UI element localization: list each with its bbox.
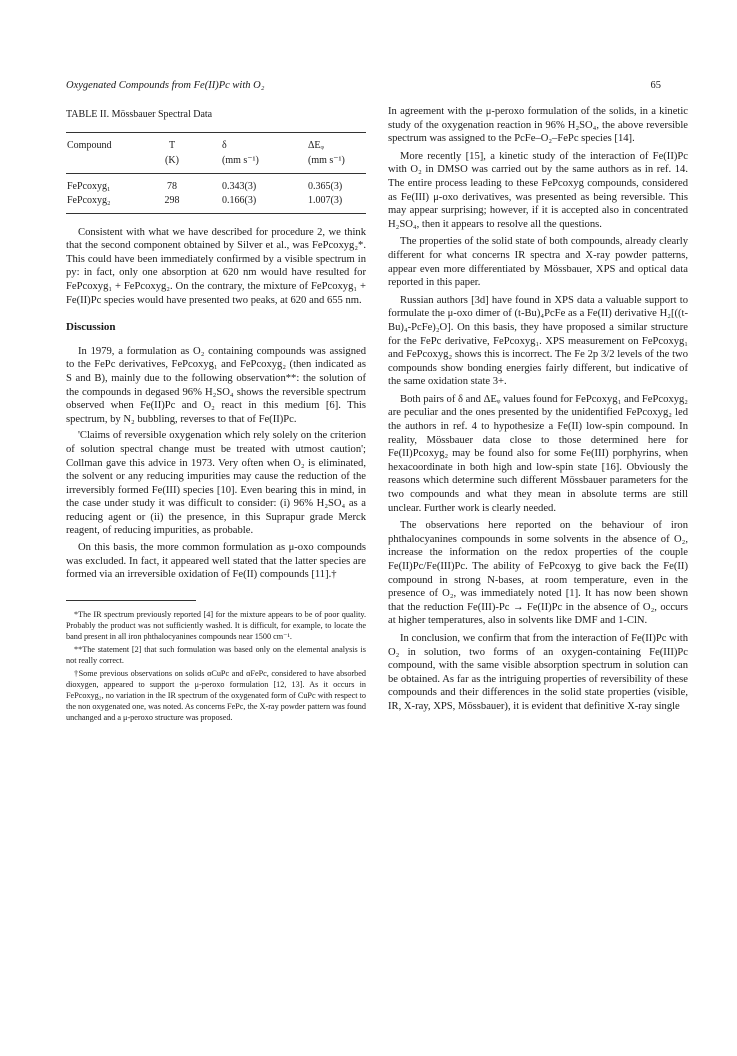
- col-header-compound: Compound: [66, 132, 138, 153]
- paragraph: In 1979, a formulation as O₂ containing compounds was assigned to the FePc derivatives, FePcoxyg₁ and FePcoxyg₂ (then indicated as S and B), mainly due to the following observation**: the solution of the compounds in degased 96% H₂SO₄ shows the reversible spectrum observed when Fe(II)Pc and O₂ react in this medium [6]. This spectrum, by N₂ bubbling, reverses to that of Fe(II)Pc.: [66, 345, 366, 425]
- cell-compound: FePcoxyg₁: [67, 180, 111, 192]
- col-header-quadrupole: ΔEᵩ: [307, 132, 366, 153]
- paragraph: Both pairs of δ and ΔEᵩ values found for FePcoxyg₁ and FePcoxyg₂ are peculiar and the ones presented by the unidentified FePcoxyg₂ led the authors in ref. 4 to hypothesize a Fe(II) low-spin compound. In reality, Mössbauer data close to those determined here for Fe(II)Pcoxyg₂ may be found also for some Fe(III) porphyrins, when hexacoordinate in both high and low-spin state [16]. Obviously the reasons which determine such different Mössbauer parameters for the two compounds and what they mean in absolute terms are still unclear. Further work is clearly needed.: [388, 393, 688, 514]
- paragraph: 'Claims of reversible oxygenation which rely solely on the criterion of solution spectral change must be treated with utmost caution'; Collman gave this advice in 1973. Very often when O₂ is eliminated, the solvent or any reducing impurities may cause the reduction of the irreversibly formed Fe(III) species [10]. Even bearing this in mind, in the case under study it was difficult to consider: (i) 96% H₂SO₄ as a reducing agent or (ii) the presence, in this Suprapur grade Merck reagent, of reducing impurities, as probable.: [66, 430, 366, 537]
- cell-quadrupole: 1.007(3): [307, 194, 366, 214]
- paragraph: Russian authors [3d] have found in XPS data a valuable support to formulate the μ-oxo dimer of (t-Bu)₄PcFe as a Fe(II) derivative H₂[((t-Bu)₄-PcFe)₂O]. On this basis, they have proposed a similar structure for the FePc derivative, FePcoxyg₁. XPS measurement on FePcoxyg₁ and FePcoxyg₂ shows this is incorrect. The Fe 2p 3/2 levels of the two compounds show bonding energies fairly different, but indicative of the same oxidation state 3+.: [388, 294, 688, 388]
- table-caption: TABLE II. Mössbauer Spectral Data: [66, 109, 213, 120]
- cell-temperature: 78: [167, 180, 177, 192]
- cell-delta: 0.166(3): [206, 194, 307, 214]
- right-column: [388, 105, 688, 718]
- paragraph: The properties of the solid state of both compounds, already clearly different for what concerns IR spectra and X-ray powder patterns, appear even more differentiated by Mössbauer, XPS and optical data reported in this paper.: [388, 236, 688, 289]
- running-head: Oxygenated Compounds from Fe(II)Pc with O₂: [66, 80, 265, 91]
- col-header-delta: δ: [206, 132, 307, 153]
- cell-temperature: 298: [138, 194, 206, 214]
- footnotes: [66, 609, 366, 723]
- left-column: [66, 105, 366, 725]
- mossbauer-table: [66, 132, 366, 214]
- unit-delta: (mm s⁻¹): [206, 153, 307, 174]
- paragraph: In conclusion, we confirm that from the interaction of Fe(II)Pc with O₂ in solution, two forms of an oxygen-containing Fe(III)Pc compound, with the same visible absorption spectrum in solution can be obtained. As far as the intriguing properties of reversibility of these compounds and their differences in the solid state properties (visible, IR, X-ray, XPS, Mössbauer), it is evident that definitive X-ray single: [388, 632, 688, 712]
- paragraph: More recently [15], a kinetic study of the interaction of Fe(II)Pc with O₂ in DMSO was carried out by the same authors as in ref. 14. The entire process leading to these FePcoxyg compounds, considered as Fe(III) μ-oxo derivatives, was presented as being reversible. This may appear surprising; however, if it is accepted also in concentrated H₂SO₄, then it appears to resolve all the questions.: [388, 150, 688, 230]
- footnote-rule: [66, 600, 196, 601]
- footnote: †Some previous observations on solids αCuPc and αFePc, considered to have absorbed dioxygen, appeared to support the μ-peroxo formulation [12, 13]. As it occurs in FePcoxyg₂, no variation in the IR spectrum of the oxygenated form of CuPc with respect to the non oxygenated one, was noted. As concerns FePc, the X-ray powder pattern was found unchanged and a μ-peroxo structure was proposed.: [66, 668, 366, 722]
- paragraph: Consistent with what we have described for procedure 2, we think that the second component obtained by Silver et al., was FePcoxyg₂*. This could have been immediately confirmed by a visible spectrum in py: in fact, only one absorption at 620 nm would have resulted for FePcoxyg₁ + FePcoxyg₂. On the contrary, the mixture of FePcoxyg₁ + Fe(II)Pc species would have presented two peaks, at 620 and 655 nm.: [66, 226, 366, 306]
- cell-delta: 0.343(3): [222, 180, 257, 192]
- unit-quadrupole: (mm s⁻¹): [307, 153, 366, 174]
- section-heading-discussion: Discussion: [66, 321, 116, 334]
- footnote: *The IR spectrum previously reported [4] for the mixture appears to be of poor quality. Probably the product was not sufficiently washed. It is difficult, for example, to locate the band present in all iron phthalocyanines compounds near 1500 cm⁻¹.: [66, 609, 366, 641]
- paragraph: The observations here reported on the behaviour of iron phthalocyanines compounds in some solvents in the absence of O₂, increase the information on the redox properties of the couple Fe(II)Pc/Fe(III)Pc. The ability of FePcoxyg to give back the Fe(II) compound in strong N-bases, at room temperature, even in the presence of O₂, was immediately noted [1]. It has now been shown that the reduction Fe(III)-Pc → Fe(II)Pc in the absence of O₂, occurs at higher temperatures, also in solvents like DMF and 1-ClN.: [388, 520, 688, 627]
- page-number: 65: [650, 80, 661, 91]
- cell-compound: FePcoxyg₂: [66, 194, 138, 214]
- paragraph: In agreement with the μ-peroxo formulation of the solids, in a kinetic study of the oxygenation reaction in 96% H₂SO₄, the above reversible spectrum was assigned to the PcFe–O₂–FePc species [14].: [388, 106, 688, 145]
- unit-temperature: (K): [138, 153, 206, 174]
- footnote: **The statement [2] that such formulation was based only on the elemental analysis is not really correct.: [66, 644, 366, 665]
- col-header-temperature: T: [138, 132, 206, 153]
- table-header-row: [66, 132, 366, 153]
- mossbauer-table-block: [66, 108, 366, 214]
- paragraph: On this basis, the more common formulation as μ-oxo compounds was excluded. In fact, it appeared well stated that the latter species are formed via an irreversible oxidation of Fe(II) compounds [11].†: [66, 542, 366, 581]
- table-row: [66, 173, 366, 194]
- table-row: [66, 194, 366, 214]
- cell-quadrupole: 0.365(3): [308, 180, 343, 192]
- unit-compound: [66, 153, 138, 174]
- table-units-row: [66, 153, 366, 174]
